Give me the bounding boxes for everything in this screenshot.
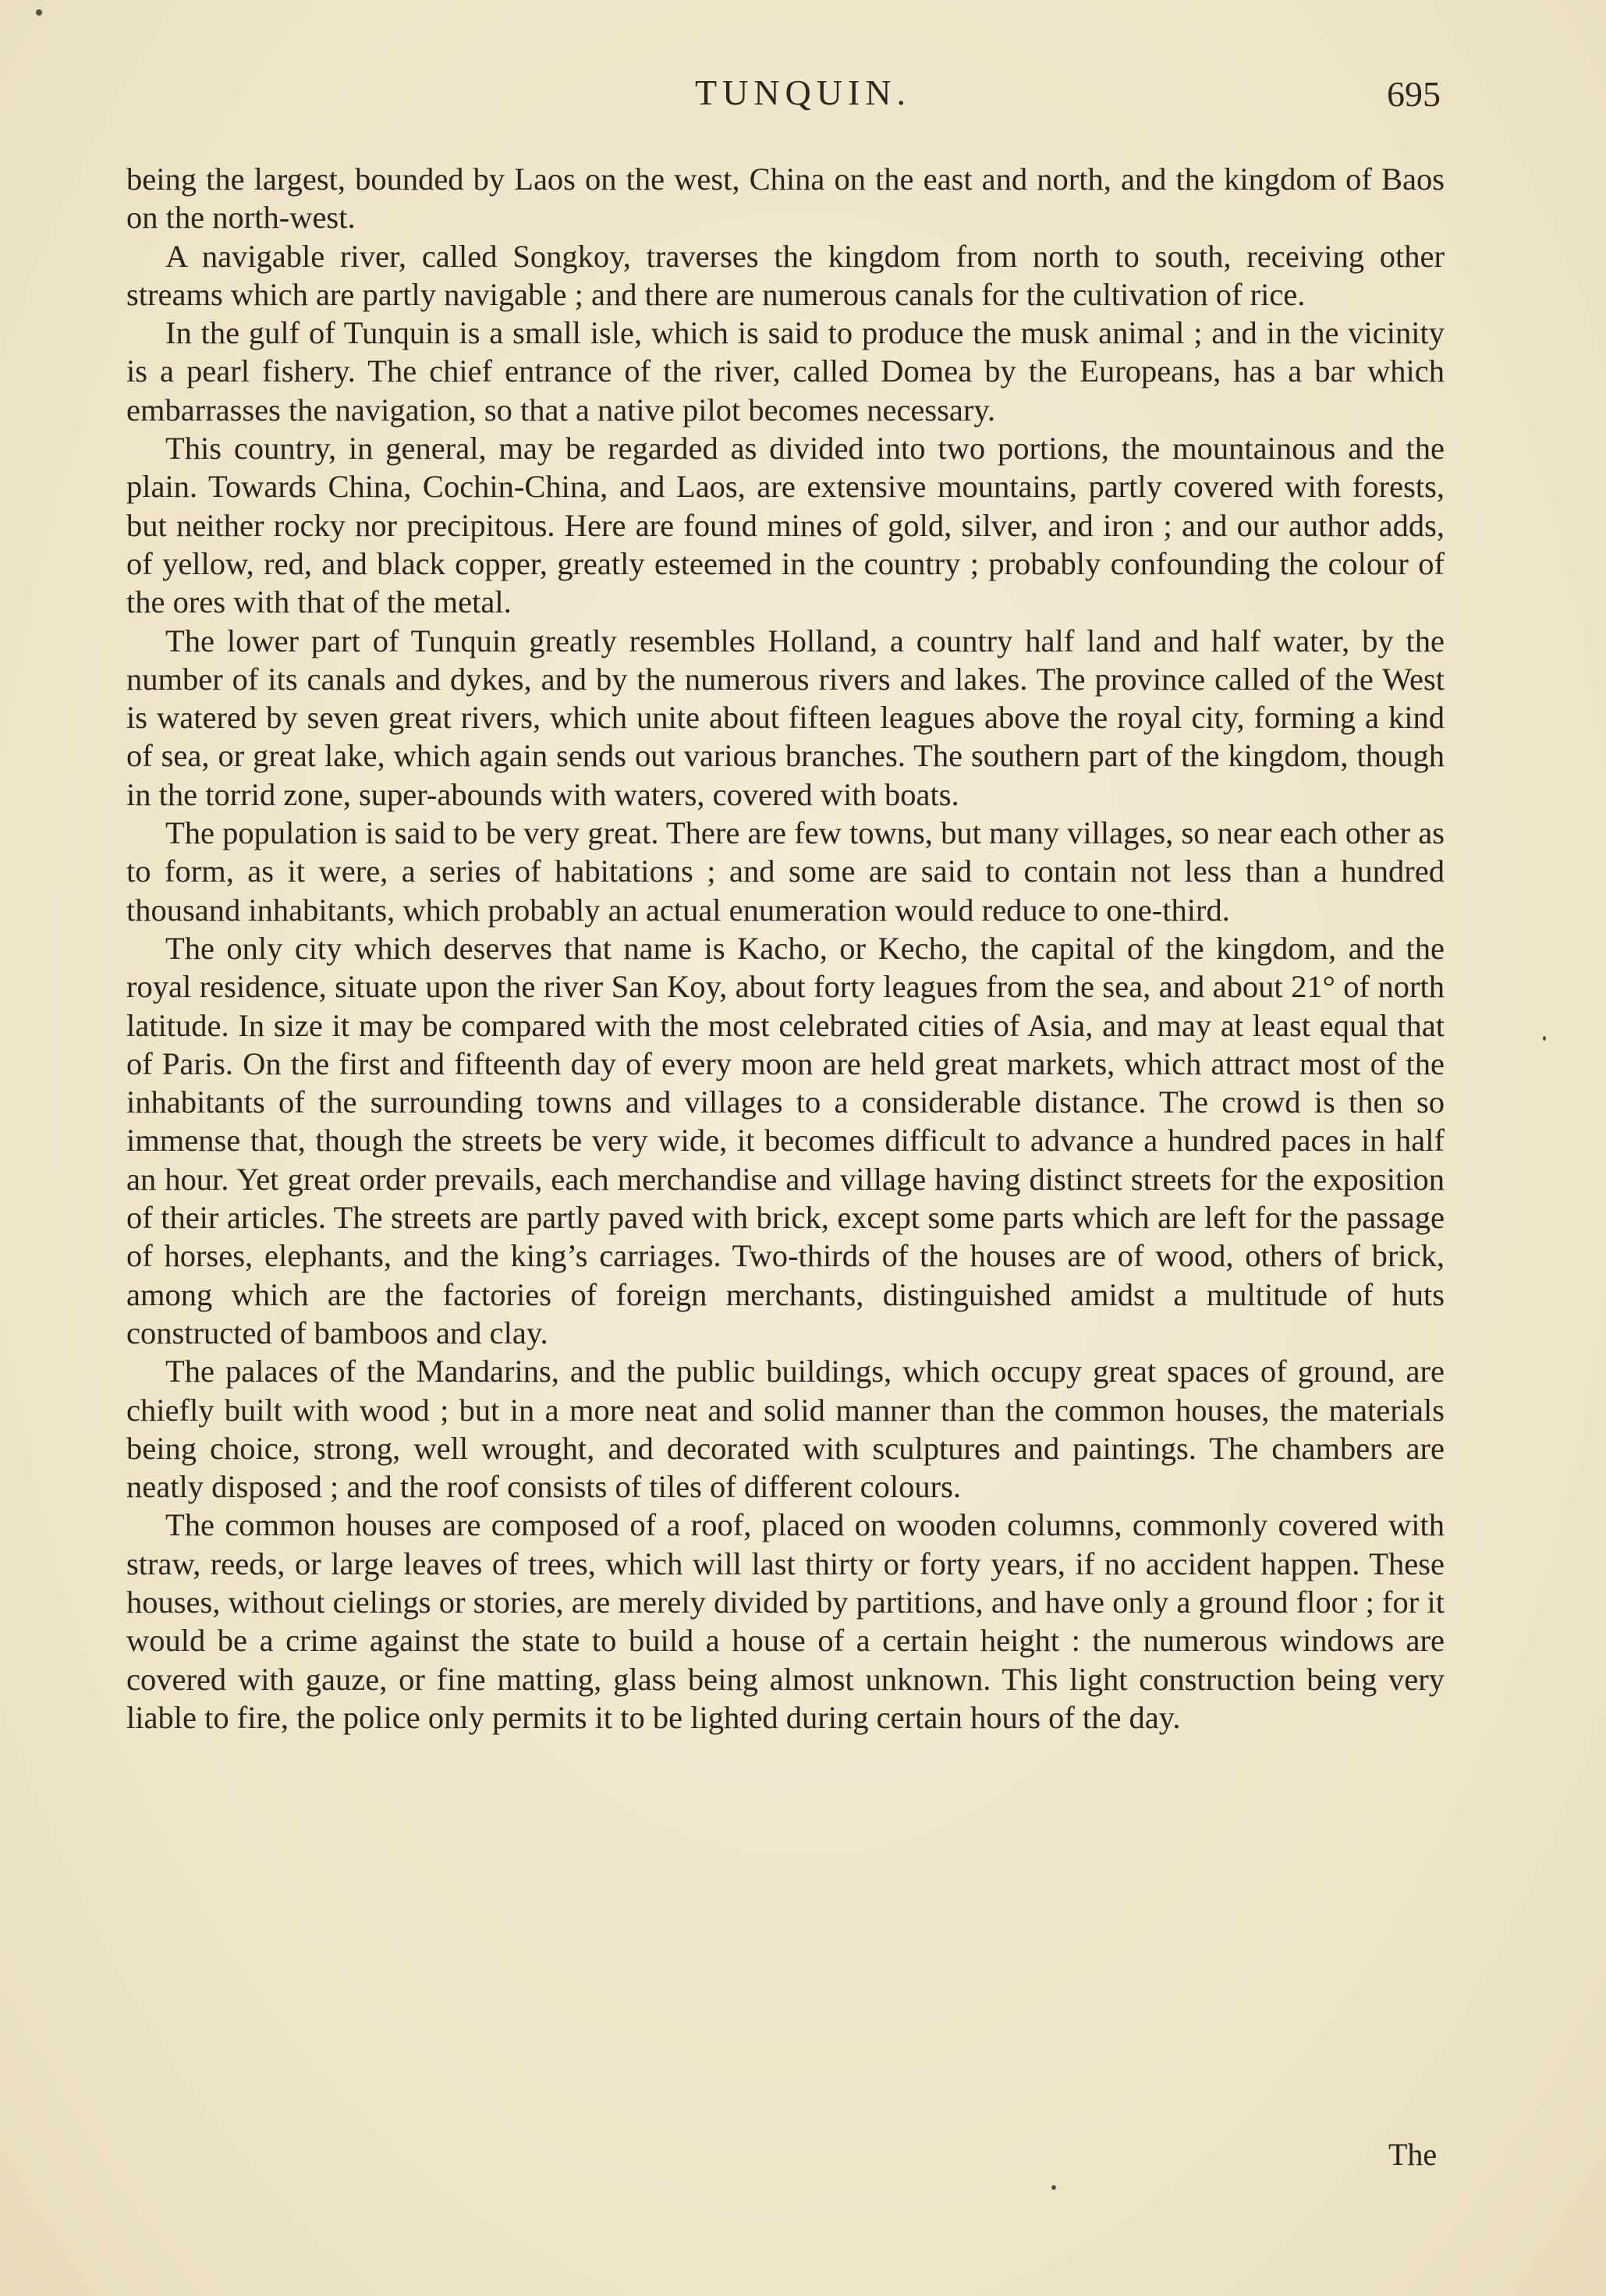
paragraph: being the largest, bounded by Laos on the west, China on the east and north, and the kingdom of Baos on the north-west. [126, 161, 1445, 236]
paragraph: The palaces of the Mandarins, and the public buildings, which occupy great spaces of ground, are chiefly built with wood ; but in a more neat and solid manner than the common houses, the materials being choice, strong, well wrought, and decorated with sculptures and paintings. The chambers are neatly disposed ; and the roof consists of tiles of different colours. [126, 1354, 1445, 1505]
running-title: TUNQUIN. [694, 73, 911, 112]
paragraph: In the gulf of Tunquin is a small isle, which is said to produce the musk animal ; and in the vicinity is a pearl fishery. The chief entrance of the river, called Domea by the Europeans, has a bar which embarrasses the navigation, so that a native pilot becomes necessary. [126, 315, 1445, 428]
ink-speck-top-left [36, 9, 42, 16]
catchword: The [1388, 2137, 1438, 2172]
paragraph: The lower part of Tunquin greatly resembles Holland, a country half land and half water, by the number of its canals and dykes, and by the numerous rivers and lakes. The province called of the West is watered by seven great rivers, which unite about fifteen leagues above the royal city, forming a kind of sea, or great lake, which again sends out various branches. The southern part of the kingdom, though in the torrid zone, super-abounds with waters, covered with boats. [126, 623, 1445, 812]
paragraph: The population is said to be very great. There are few towns, but many villages, so near each other as to form, as it were, a series of habitations ; and some are said to contain not less than a hundred thousand inhabitants, which probably an actual enumeration would reduce to one-third. [126, 815, 1445, 928]
ink-speck-right-margin [1543, 1036, 1546, 1041]
paragraph: The only city which deserves that name is Kacho, or Kecho, the capital of the kingdom, and the royal residence, situate upon the river San Koy, about forty leagues from the sea, and about 21° of north latitude. In size it may be compared with the most celebrated cities of Asia, and may at least equal that of Paris. On the first and fifteenth day of every moon are held great markets, which attract most of the inhabitants of the surrounding towns and villages to a considerable distance. The crowd is then so immense that, though the streets be very wide, it becomes difficult to advance a hundred paces in half an hour. Yet great order prevails, each merchandise and village having distinct streets for the exposition of their articles. The streets are partly paved with brick, except some parts which are left for the passage of horses, elephants, and the king’s carriages. Two-thirds of the houses are of wood, others of brick, among which are the factories of foreign merchants, distinguished amidst a multitude of huts constructed of bamboos and clay. [126, 930, 1445, 1350]
page-number: 695 [1387, 74, 1441, 114]
ink-speck-bottom [1051, 2185, 1056, 2190]
paragraph: The common houses are composed of a roof, placed on wooden columns, commonly covered with straw, reeds, or large leaves of trees, which will last thirty or forty years, if no accident happen. These houses, without cielings or stories, are merely divided by partitions, and have only a ground floor ; for it would be a crime against the state to build a house of a certain height : the numerous windows are covered with gauze, or fine matting, glass being almost unknown. This light construction being very liable to fire, the police only permits it to be lighted during certain hours of the day. [126, 1507, 1445, 1735]
paragraph: A navigable river, called Songkoy, traverses the kingdom from north to south, receiving other streams which are partly navigable ; and there are numerous canals for the cultivation of rice. [126, 238, 1445, 312]
body-text [126, 160, 1445, 1737]
paragraph: This country, in general, may be regarded as divided into two portions, the mountainous and the plain. Towards China, Cochin-China, and Laos, are extensive mountains, partly covered with forests, but neither rocky nor precipitous. Here are found mines of gold, silver, and iron ; and our author adds, of yellow, red, and black copper, greatly esteemed in the country ; probably confounding the colour of the ores with that of the metal. [126, 431, 1445, 620]
